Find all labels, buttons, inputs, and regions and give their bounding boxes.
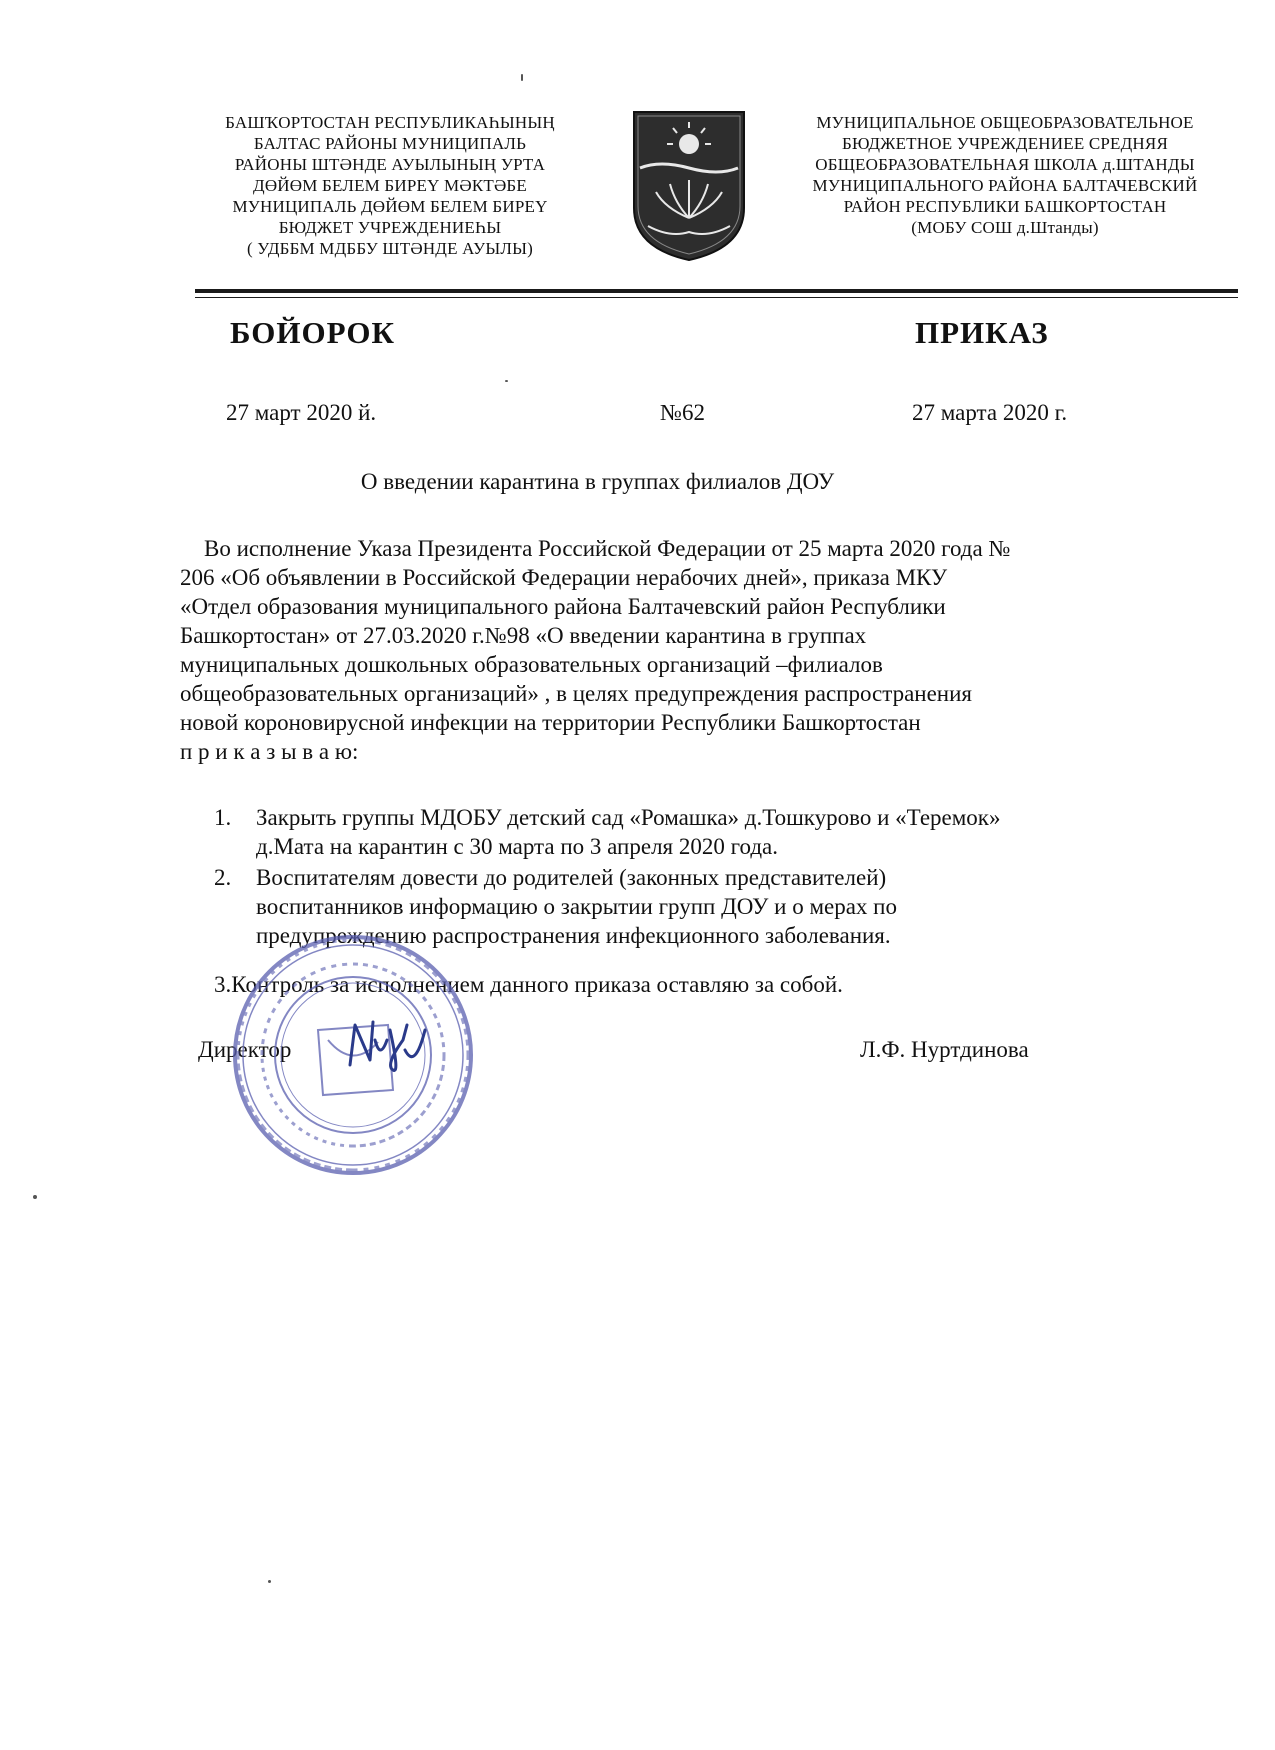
scan-speck: [33, 1195, 37, 1199]
order-item-line: д.Мата на карантин с 30 марта по 3 апреля 2020 года.: [256, 834, 778, 859]
order-item-control: 3.Контроль за исполнением данного приказа оставляю за собой.: [214, 972, 843, 997]
preamble-line: «Отдел образования муниципального района Балтачевский район Республики: [180, 594, 946, 619]
order-item-line: предупреждению распространения инфекционного заболевания.: [256, 923, 891, 948]
header-russian-line: МУНИЦИПАЛЬНОГО РАЙОНА БАЛТАЧЕВСКИЙ: [812, 176, 1198, 195]
title-russian: ПРИКАЗ: [915, 315, 1049, 350]
order-word: п р и к а з ы в а ю:: [180, 739, 359, 764]
header-bashkir-line: МУНИЦИПАЛЬ ДӨЙӨМ БЕЛЕМ БИРЕҮ: [232, 197, 548, 216]
preamble-line: 206 «Об объявлении в Российской Федерации нерабочих дней», приказа МКУ: [180, 565, 948, 590]
order-item-line: Воспитателям довести до родителей (законных представителей): [256, 865, 887, 890]
header-bashkir-line: ДӨЙӨМ БЕЛЕМ БИРЕҮ МӘКТӘБЕ: [253, 176, 527, 195]
preamble-line: Во исполнение Указа Президента Российской Федерации от 25 марта 2020 года №: [204, 536, 1011, 561]
header-divider: [195, 289, 1238, 293]
handwritten-signature-icon: [345, 1010, 435, 1080]
scan-speck: [505, 380, 508, 382]
header-bashkir-line: БЮДЖЕТ УЧРЕЖДЕНИЕҺЫ: [278, 218, 502, 237]
order-item-number: 1.: [214, 805, 232, 830]
order-subject: О введении карантина в группах филиалов ДОУ: [360, 469, 835, 494]
order-item-number: 2.: [214, 865, 232, 890]
order-item-line: Закрыть группы МДОБУ детский сад «Ромашка» д.Тошкурово и «Теремок»: [256, 805, 1001, 830]
order-number: №62: [660, 400, 705, 425]
header-bashkir-line: ( УДББМ МДББУ ШТӘНДЕ АУЫЛЫ): [246, 239, 534, 258]
scan-speck: [521, 74, 523, 81]
date-bashkir: 27 март 2020 й.: [226, 400, 377, 425]
date-russian: 27 марта 2020 г.: [912, 400, 1068, 425]
header-russian: [770, 112, 1240, 238]
preamble-line: общеобразовательных организаций» , в целях предупреждения распространения: [180, 681, 972, 706]
preamble-line: муниципальных дошкольных образовательных организаций –филиалов: [180, 652, 883, 677]
header-russian-line: БЮДЖЕТНОЕ УЧРЕЖДЕНИЕЕ СРЕДНЯЯ: [842, 134, 1168, 153]
signatory-title: Директор: [198, 1037, 292, 1062]
header-russian-line: МУНИЦИПАЛЬНОЕ ОБЩЕОБРАЗОВАТЕЛЬНОЕ: [816, 113, 1194, 132]
header-bashkir-line: БАШҠОРТОСТАН РЕСПУБЛИКАҺЫНЫҢ: [225, 113, 555, 132]
header-bashkir-line: РАЙОНЫ ШТӘНДЕ АУЫЛЫНЫҢ УРТА: [234, 155, 546, 174]
header-russian-line: ОБЩЕОБРАЗОВАТЕЛЬНАЯ ШКОЛА д.ШТАНДЫ: [815, 155, 1195, 174]
title-bashkir: БОЙОРОК: [230, 315, 395, 350]
coat-of-arms-icon: [630, 108, 748, 264]
order-item-line: воспитанников информацию о закрытии групп ДОУ и о мерах по: [256, 894, 897, 919]
header-bashkir: [180, 112, 600, 259]
header-divider-thin: [195, 297, 1238, 298]
preamble-line: Башкортостан» от 27.03.2020 г.№98 «О введении карантина в группах: [180, 623, 867, 648]
signatory-name: Л.Ф. Нуртдинова: [860, 1037, 1029, 1062]
header-bashkir-line: БАЛТАС РАЙОНЫ МУНИЦИПАЛЬ: [253, 134, 527, 153]
preamble-line: новой короновирусной инфекции на территории Республики Башкортостан: [180, 710, 921, 735]
header-russian-line: РАЙОН РЕСПУБЛИКИ БАШКОРТОСТАН: [843, 197, 1167, 216]
scan-speck: [268, 1580, 271, 1583]
order-item: [214, 803, 1244, 861]
order-preamble: [180, 534, 1240, 766]
header-russian-line: (МОБУ СОШ д.Штанды): [911, 218, 1099, 237]
